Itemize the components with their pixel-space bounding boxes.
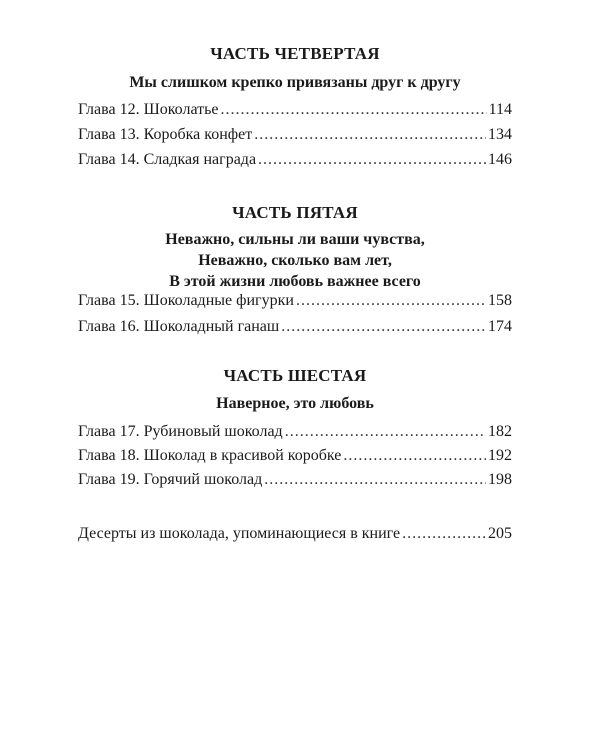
toc-entry-chapter-13 (78, 126, 512, 148)
chapter-label: Глава 13. Коробка конфет (78, 126, 253, 143)
page-number: 146 (488, 151, 512, 168)
toc-entry-chapter-15 (78, 292, 512, 314)
dot-leader (264, 471, 486, 489)
toc-entry-chapter-17 (78, 423, 512, 445)
page-number: 205 (488, 525, 512, 542)
subtitle-line: Неважно, сколько вам лет, (198, 252, 392, 269)
part-five-subtitle (78, 229, 512, 292)
toc-entry-chapter-18 (78, 447, 512, 469)
part-six-subtitle (78, 393, 512, 414)
part-five-title: ЧАСТЬ ПЯТАЯ (232, 203, 358, 222)
dot-leader (221, 101, 487, 119)
dot-leader (254, 126, 486, 144)
chapter-label: Глава 15. Шоколадные фигурки (78, 292, 294, 309)
page-number: 114 (488, 101, 512, 118)
page-number: 134 (488, 126, 512, 143)
dot-leader (281, 318, 486, 336)
appendix-label: Десерты из шоколада, упоминающиеся в книге (78, 525, 401, 542)
page-number: 198 (488, 471, 512, 488)
toc-entry-appendix (78, 525, 512, 547)
dot-leader (285, 423, 486, 441)
page-number: 158 (488, 292, 512, 309)
chapter-label: Глава 17. Рубиновый шоколад (78, 423, 283, 440)
subtitle-line: Мы слишком крепко привязаны друг к другу (129, 74, 461, 91)
page-number: 174 (488, 318, 512, 335)
page-number: 192 (488, 447, 512, 464)
toc-entry-chapter-16 (78, 318, 512, 340)
subtitle-line: Наверное, это любовь (216, 395, 374, 412)
dot-leader (343, 447, 486, 465)
subtitle-line: В этой жизни любовь важнее всего (169, 273, 421, 290)
dot-leader (258, 151, 486, 169)
chapter-label: Глава 14. Сладкая награда (78, 151, 257, 168)
part-four-title: ЧАСТЬ ЧЕТВЕРТАЯ (210, 44, 380, 63)
chapter-label: Глава 12. Шоколатье (78, 101, 219, 118)
toc-entry-chapter-12 (78, 101, 512, 123)
toc-entry-chapter-14 (78, 151, 512, 173)
subtitle-line: Неважно, сильны ли ваши чувства, (165, 231, 425, 248)
chapter-label: Глава 18. Шоколад в красивой коробке (78, 447, 342, 464)
page-number: 182 (488, 423, 512, 440)
chapter-label: Глава 19. Горячий шоколад (78, 471, 263, 488)
chapter-label: Глава 16. Шоколадный ганаш (78, 318, 280, 335)
dot-leader (296, 292, 486, 310)
part-six-title: ЧАСТЬ ШЕСТАЯ (223, 366, 367, 385)
dot-leader (402, 525, 486, 543)
toc-entry-chapter-19 (78, 471, 512, 493)
part-four-subtitle (78, 72, 512, 93)
